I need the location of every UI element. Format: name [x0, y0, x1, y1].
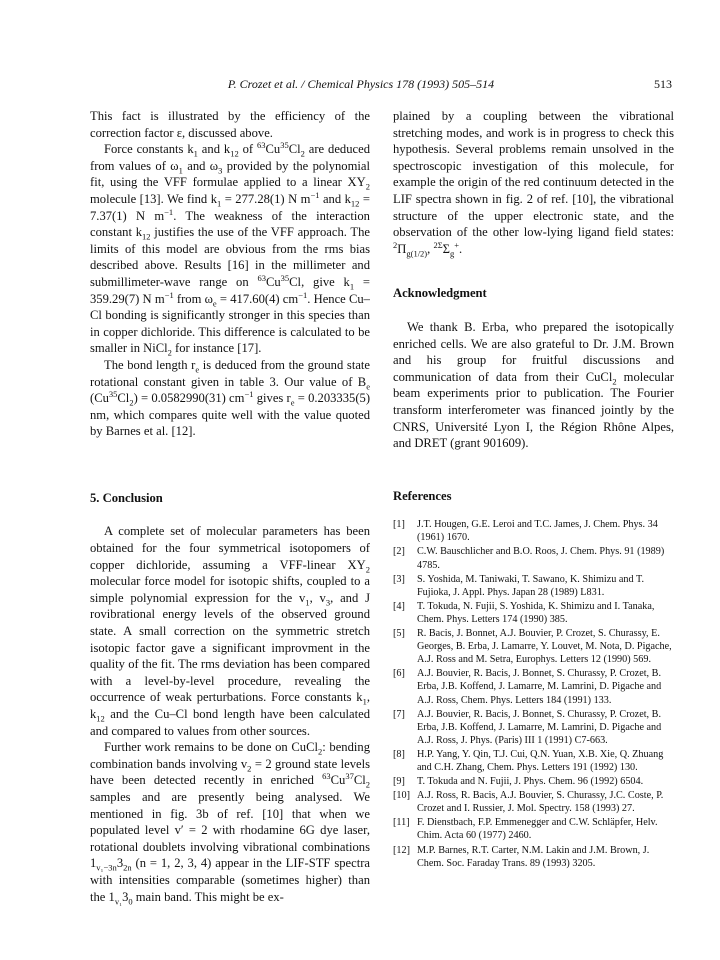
page-number: 513 [654, 77, 672, 91]
paragraph-correction-factor: This fact is illustrated by the efficiency of the correction factor ε, discussed above. [90, 109, 370, 140]
right-column [393, 108, 674, 871]
reference-number: [2] [393, 546, 405, 558]
reference-text: F. Dienstbach, F.P. Emmenegger and C.W. Schläpfer, Helv. Chim. Acta 60 (1977) 2460. [417, 817, 658, 842]
reference-item [393, 816, 674, 842]
paragraph-force-constants: Force constants $k_1$ and $k_{12}$ of $^{63}Cu^{35}Cl_2$ are deduced from values of $\omega_1$ and $\omega_3$ provided by the polynomial fit, using the VFF formulae applied to a linear $XY_2$ molecule [13]. We find $k_1 = 277.28(1)$ N $m^{-1}$ and $k_{12} = 7.37(1)$ N $m^{-1}$. The weakness of the interaction constant $k_{12}$ justifies the use of the VFF approach. The limits of this model are obvious from the rms bias described above. Results [16] in the millimeter and submillimeter-wave range on $^{63}$Cu$^{35}$Cl, give $k_1 = 359.29(7)$ N $m^{-1}$ from $\omega_e = 417.60(4)$ $cm^{-1}$. Hence Cu–Cl bonding is significantly stronger in this species than in copper dichloride. This difference is calculated to be smaller in NiCl$_2$ for instance [17]. [90, 140, 370, 358]
reference-item [393, 667, 674, 706]
reference-number: [9] [393, 776, 405, 788]
reference-number: [10] [393, 790, 410, 802]
reference-item [393, 708, 674, 747]
reference-number: [11] [393, 817, 410, 829]
reference-item [393, 748, 674, 774]
reference-text: S. Yoshida, M. Taniwaki, T. Sawano, K. Shimizu and T. Fujioka, J. Appl. Phys. Japan 28 (1989) L831. [417, 573, 644, 598]
reference-text: C.W. Bauschlicher and B.O. Roos, J. Chem. Phys. 91 (1989) 4785. [417, 546, 665, 571]
paragraph-acknowledgment: We thank B. Erba, who prepared the isotopically enriched cells. We are also grateful to Dr. J.M. Brown and his group for fruitful discussions and communication of data from their CuCl$_2$ molecular beam experiments prior to publication. The Fourier transform interferometer was financed jointly by the CNRS, Université Lyon I, the Région Rhône Alpes, and DRET (grant 901609). [393, 319, 674, 451]
reference-text: T. Tokuda and N. Fujii, J. Phys. Chem. 96 (1992) 6504. [417, 776, 644, 788]
reference-number: [7] [393, 708, 405, 720]
reference-item [393, 844, 674, 870]
paragraph-conclusion-2: Further work remains to be done on CuCl$_2$: bending combination bands involving $v_2 = 2$ ground state levels have been detected recently in enriched $^{63}Cu^{37}Cl_2$ samples and are presently being analysed. We mentioned in fig. 3b of ref. [10] that when we populated level v′ = 2 with rhodamine 6G dye laser, rotational doublets involving vibrational combinations $1_{v_1-3n}3_{2n}$ (n = 1, 2, 3, 4) appear in the LIF-STF spectra with intensities comparable (sometimes higher) than the $1_{v_1}3_0$ main band. This might be ex- [90, 740, 370, 907]
acknowledgment-heading: Acknowledgment [393, 286, 487, 301]
references-heading: References [393, 488, 452, 503]
reference-text: H.P. Yang, Y. Qin, T.J. Cui, Q.N. Yuan, X.B. Xie, Q. Zhuang and C.H. Zhang, Chem. Phys. Letters 191 (1992) 130. [417, 748, 664, 773]
reference-number: [4] [393, 600, 405, 612]
paragraph-conclusion-1: A complete set of molecular parameters has been obtained for the four symmetrical isotopomers of copper dichloride, assuming a VFF-linear $XY_2$ molecular force model for isotopic shifts, coupled to a simple polynomial expression for the $v_1$, $v_3$, and J rovibrational energy levels of the observed ground state. A small correction on the symmetric stretch isotopic factor gave a significant improvment in the quality of the fit. The rms deviation has been compared with a level-by-level procedure, revealing the occurrence of weak perturbations. Force constants $k_1$, $k_{12}$ and the Cu–Cl bond length have been calculated and compared to values from other sources. [90, 524, 371, 738]
reference-text: A.J. Bouvier, R. Bacis, J. Bonnet, S. Churassy, P. Crozet, B. Erba, J.B. Koffend, J. Lamarre, M. Lamrini, D. Pigache and A.J. Ross, Chem. Phys. Letters 184 (1991) 133. [417, 668, 662, 706]
reference-item [393, 545, 674, 571]
paragraph-continuation: plained by a coupling between the vibrational stretching modes, and work is in progress to check this hypothesis. Several problems remain unsolved in the spectroscopic investigation of this molecule, for example the origin of the red continuum detected in the LIF spectra shown in fig. 2 of ref. [10], the vibrational structure of the upper electronic state, and the observation of the other low-lying ligand field states: $^2\Pi_{g(1/2)}$, $^{2\Sigma}\Sigma_g^+$. [393, 109, 674, 259]
reference-text: T. Tokuda, N. Fujii, S. Yoshida, K. Shimizu and I. Tanaka, Chem. Phys. Letters 174 (1990) 385. [417, 600, 655, 625]
running-title: P. Crozet et al. / Chemical Physics 178 (1993) 505–514 [227, 77, 495, 91]
reference-item [393, 600, 674, 626]
reference-number: [8] [393, 748, 405, 760]
reference-text: J.T. Hougen, G.E. Leroi and T.C. James, J. Chem. Phys. 34 (1961) 1670. [417, 519, 658, 544]
reference-number: [5] [393, 628, 405, 640]
reference-item [393, 775, 674, 788]
running-header [90, 77, 672, 93]
reference-item [393, 627, 674, 666]
reference-text: A.J. Ross, R. Bacis, A.J. Bouvier, S. Churassy, J.C. Coste, P. Crozet and I. Russier, J. Mol. Spectry. 158 (1993) 27. [417, 790, 664, 815]
conclusion-heading: 5. Conclusion [90, 490, 163, 505]
paragraph-bond-length: The bond length $r_e$ is deduced from the ground state rotational constant given in table 3. Our value of $B_e$ $(Cu^{35}Cl_2) = 0.0582990(31)$ $cm^{-1}$ gives $r_e = 0.203335(5)$ nm, which compares quite well with the value quoted by Barnes et al. [12]. [90, 357, 371, 439]
reference-number: [1] [393, 519, 405, 531]
reference-item [393, 789, 674, 815]
reference-item [393, 518, 674, 544]
reference-number: [3] [393, 573, 405, 585]
reference-text: M.P. Barnes, R.T. Carter, N.M. Lakin and J.M. Brown, J. Chem. Soc. Faraday Trans. 89 (1993) 3205. [417, 844, 650, 869]
reference-number: [6] [393, 668, 405, 680]
left-column [90, 108, 370, 905]
references-list [393, 518, 674, 869]
reference-number: [12] [393, 844, 410, 856]
reference-item [393, 573, 674, 599]
reference-text: A.J. Bouvier, R. Bacis, J. Bonnet, S. Churassy, P. Crozet, B. Erba, J.B. Koffend, J. Lamarre, M. Lamrini, D. Pigache and A.J. Ross, J. Phys. (Paris) III 1 (1991) C7-663. [417, 708, 662, 746]
reference-text: R. Bacis, J. Bonnet, A.J. Bouvier, P. Crozet, S. Churassy, E. Georges, B. Erba, J. Lamarre, Y. Louvet, M. Nota, D. Pigache, A.J. Ross and M. Setra, Europhys. Letters 12 (1990) 569. [417, 628, 672, 666]
